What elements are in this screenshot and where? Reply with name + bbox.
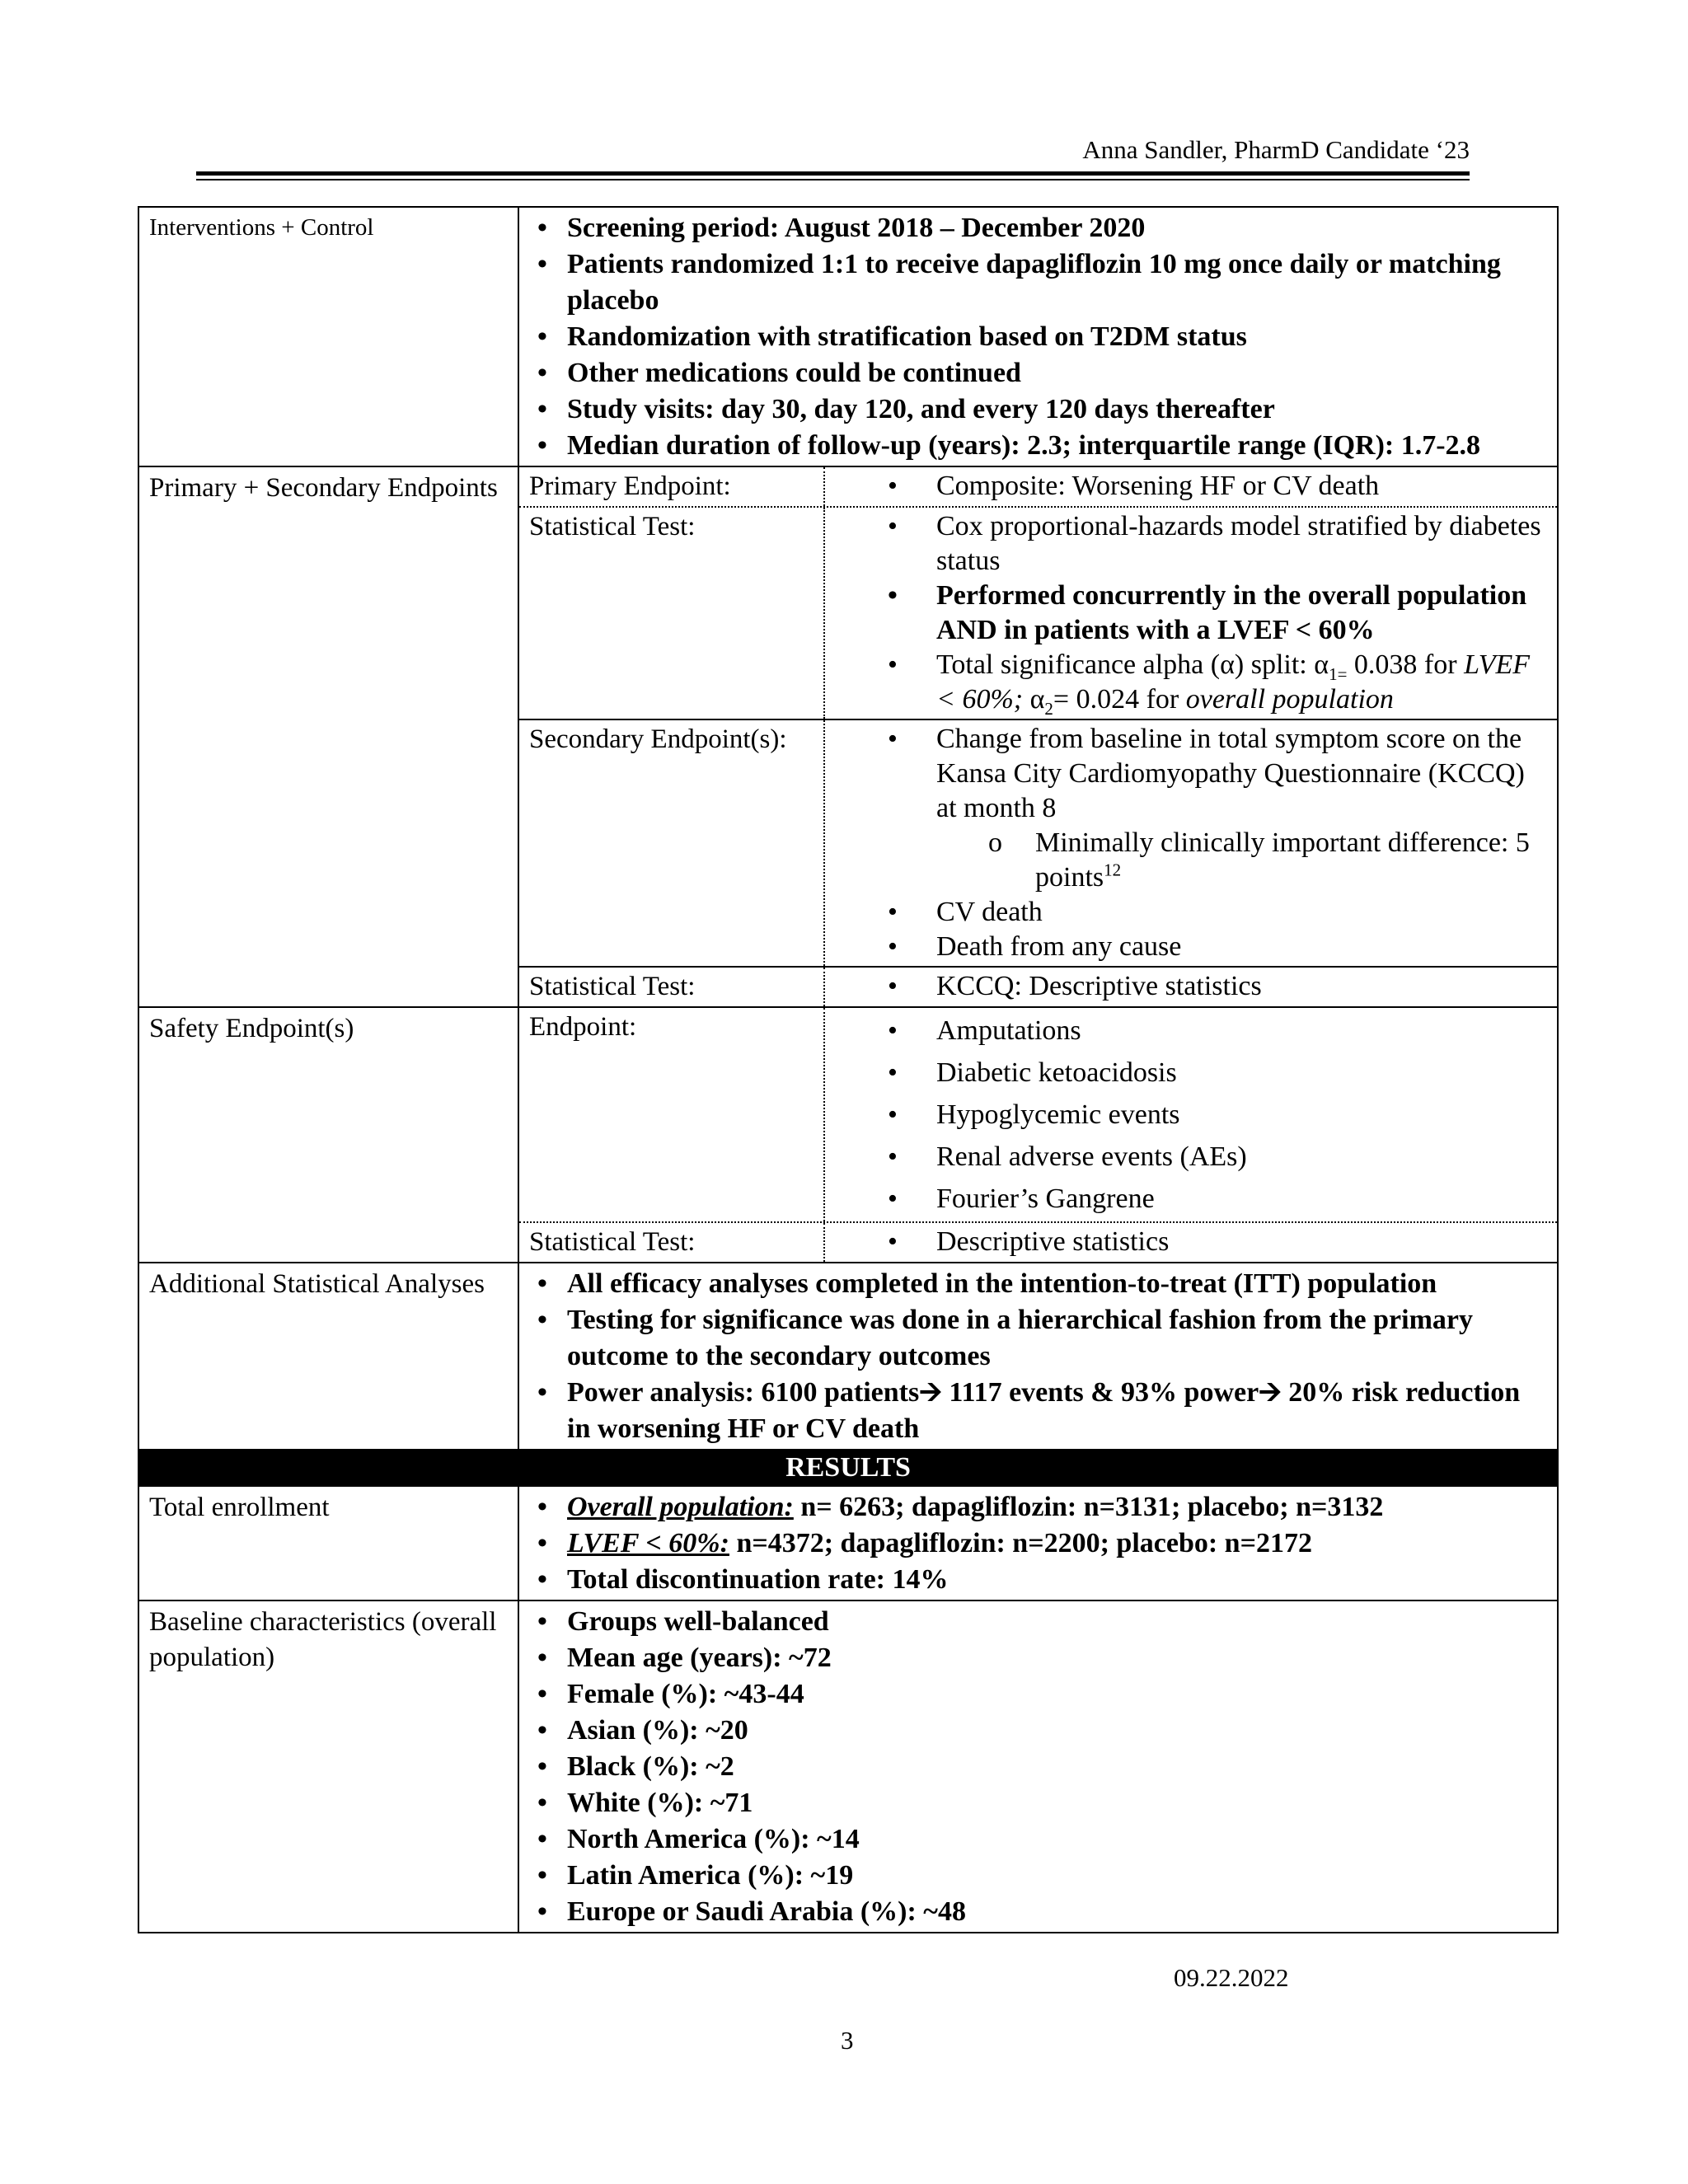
- safety-subtable: [519, 1008, 1557, 1262]
- primary-stat-label: Statistical Test:: [519, 508, 825, 719]
- interventions-label: Interventions + Control: [139, 208, 519, 466]
- list-item: • Diabetic ketoacidosis: [825, 1052, 1549, 1094]
- baseline-label: Baseline characteristics (overall population): [139, 1601, 519, 1932]
- interventions-content: [519, 208, 1557, 466]
- list-item: • Hypoglycemic events: [825, 1094, 1549, 1136]
- list-item: • Renal adverse events (AEs): [825, 1136, 1549, 1178]
- list-item: • Total discontinuation rate: 14%: [529, 1562, 1549, 1598]
- primary-endpoint-value: • Composite: Worsening HF or CV death: [825, 469, 1549, 504]
- enrollment-label: Total enrollment: [139, 1487, 519, 1600]
- header-rule-thin: [196, 179, 1470, 180]
- safety-stat-value: • Descriptive statistics: [825, 1225, 1549, 1259]
- list-item: • Study visits: day 30, day 120, and every 120 days thereafter: [529, 391, 1549, 428]
- additional-analyses-row: [139, 1263, 1557, 1451]
- alpha-split-item: • Total significance alpha (α) split: $\alpha_{1=}$ 0.038 for LVEF < 60%; $\alpha_2= 0.024$ for overall population: [825, 648, 1549, 717]
- list-item: • Death from any cause: [825, 930, 1549, 964]
- additional-analyses-content: [519, 1263, 1557, 1449]
- list-item: • Latin America (%): ~19: [529, 1858, 1549, 1894]
- header-rule-thick: [196, 171, 1470, 176]
- primary-stat-row: [519, 508, 1557, 720]
- primary-endpoint-row: [519, 467, 1557, 508]
- secondary-stat-row: [519, 968, 1557, 1006]
- list-item: • North America (%): ~14: [529, 1821, 1549, 1858]
- list-item: • Overall population: n= 6263; dapagliflozin: n=3131; placebo; n=3132: [529, 1489, 1549, 1526]
- safety-endpoint-label: Endpoint:: [519, 1008, 825, 1221]
- list-item: • Europe or Saudi Arabia (%): ~48: [529, 1894, 1549, 1930]
- page-number: 3: [841, 2026, 854, 2055]
- safety-stat-label: Statistical Test:: [519, 1223, 825, 1262]
- endpoints-subtable: [519, 467, 1557, 1006]
- list-item: • Mean age (years): ~72: [529, 1640, 1549, 1676]
- list-item: • White (%): ~71: [529, 1785, 1549, 1821]
- list-item: • Performed concurrently in the overall population AND in patients with a LVEF < 60%: [825, 579, 1549, 648]
- list-item: • Groups well-balanced: [529, 1604, 1549, 1640]
- list-item: • LVEF < 60%: n=4372; dapagliflozin: n=2200; placebo: n=2172: [529, 1526, 1549, 1562]
- list-item: • All efficacy analyses completed in the intention-to-treat (ITT) population: [529, 1266, 1549, 1302]
- list-item: • Black (%): ~2: [529, 1749, 1549, 1785]
- list-item: • Testing for significance was done in a hierarchical fashion from the primary outcome to the secondary outcomes: [529, 1302, 1549, 1375]
- safety-label: Safety Endpoint(s): [139, 1008, 519, 1262]
- list-item: • Amputations: [825, 1010, 1549, 1052]
- endpoints-row: [139, 467, 1557, 1008]
- study-summary-table: [138, 206, 1559, 1933]
- power-analysis-item: • Power analysis: 6100 patients🡪 1117 events & 93% power🡪 20% risk reduction in worsening HF or CV death: [529, 1375, 1549, 1447]
- author-header: Anna Sandler, PharmD Candidate ‘23: [1082, 135, 1470, 164]
- baseline-content: [519, 1601, 1557, 1932]
- list-item: • Fourier’s Gangrene: [825, 1178, 1549, 1220]
- list-item: • Cox proportional-hazards model stratified by diabetes status: [825, 509, 1549, 579]
- mcid-item: o Minimally clinically important difference: 5 points$^{12}$: [936, 826, 1549, 895]
- list-item: • Randomization with stratification based on T2DM status: [529, 319, 1549, 355]
- additional-analyses-label: Additional Statistical Analyses: [139, 1263, 519, 1449]
- enrollment-content: [519, 1487, 1557, 1600]
- list-item: • CV death: [825, 895, 1549, 930]
- list-item: • Screening period: August 2018 – December 2020: [529, 210, 1549, 246]
- safety-stat-row: [519, 1223, 1557, 1262]
- secondary-endpoint-row: [519, 720, 1557, 968]
- list-item: • Patients randomized 1:1 to receive dapagliflozin 10 mg once daily or matching placebo: [529, 246, 1549, 319]
- list-item: • Median duration of follow-up (years): 2.3; interquartile range (IQR): 1.7-2.8: [529, 428, 1549, 464]
- primary-endpoint-label: Primary Endpoint:: [519, 467, 825, 506]
- secondary-endpoint-label: Secondary Endpoint(s):: [519, 720, 825, 966]
- list-item: • Change from baseline in total symptom score on the Kansa City Cardiomyopathy Questionnaire (KCCQ) at month 8 o Minimally clinically important difference: 5 points$^{12}$: [825, 722, 1549, 895]
- secondary-stat-value: • KCCQ: Descriptive statistics: [825, 969, 1549, 1004]
- footer-date: 09.22.2022: [1174, 1963, 1289, 1992]
- safety-row: [139, 1008, 1557, 1263]
- enrollment-row: [139, 1487, 1557, 1601]
- interventions-row: [139, 208, 1557, 467]
- list-item: • Female (%): ~43-44: [529, 1676, 1549, 1713]
- endpoints-label: Primary + Secondary Endpoints: [139, 467, 519, 1006]
- list-item: • Asian (%): ~20: [529, 1713, 1549, 1749]
- results-banner: RESULTS: [139, 1451, 1557, 1487]
- secondary-stat-label: Statistical Test:: [519, 968, 825, 1006]
- baseline-row: [139, 1601, 1557, 1932]
- safety-endpoint-row: [519, 1008, 1557, 1223]
- list-item: • Other medications could be continued: [529, 355, 1549, 391]
